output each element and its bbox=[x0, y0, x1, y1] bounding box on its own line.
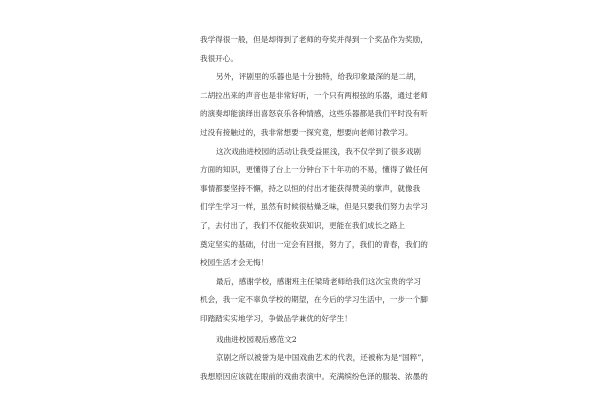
text-line: 机会，我一定不辜负学校的期望，在今后的学习生活中，一步一个脚 bbox=[200, 295, 428, 305]
paragraph-start: 这次戏曲进校园的活动让我受益匪浅，我不仅学到了很多戏剧 bbox=[216, 146, 422, 156]
text-line: 我想原因应该就在眼前的戏曲表演中。充满缤纷色泽的服装、浓墨的 bbox=[200, 371, 428, 381]
text-line: 过没有接触过的，我非常想要一探究竟，想要向老师讨教学习。 bbox=[200, 127, 413, 137]
text-line: 方面的知识，更懂得了台上一分钟台下十年功的不易，懂得了做任何 bbox=[200, 165, 428, 175]
text-line: 事情都要坚持不懈，持之以恒的付出才能获得赞美的掌声，就像我 bbox=[200, 183, 421, 193]
text-line: 奠定坚实的基础，付出一定会有回报，努力了，我们的青春，我们的 bbox=[200, 239, 428, 249]
text-line: 了，去付出了，我们不仅能收获知识，更能在我们成长之路上 bbox=[200, 220, 406, 230]
text-line: 二胡拉出来的声音也是非常好听，一个只有两根弦的乐器，通过老师 bbox=[200, 90, 428, 100]
text-line: 们学生学习一样，虽然有时候很枯燥乏味，但是只要我们努力去学习 bbox=[200, 202, 428, 212]
text-line: 校园生活才会无悔！ bbox=[200, 258, 269, 268]
section-title: 戏曲进校园观后感范文2 bbox=[216, 334, 297, 344]
document-body bbox=[200, 31, 429, 386]
text-line: 我学得很一般，但是却得到了老师的夸奖并得到一个奖品作为奖励， bbox=[200, 35, 428, 44]
paragraph-start: 京剧之所以被誉为是中国戏曲艺术的代表，还被称为是“国粹”， bbox=[216, 353, 429, 363]
text-line: 的演奏却能演绎出喜怒哀乐各种情感，这些乐器都是我们平时没有听 bbox=[200, 109, 428, 119]
text-line: 我很开心。 bbox=[200, 53, 238, 63]
paragraph-start: 最后，感谢学校，感谢班主任梁琦老师给我们这次宝贵的学习 bbox=[216, 276, 422, 286]
text-line: 印踏踏实实地学习，争做品学兼优的好学生！ bbox=[200, 313, 352, 323]
paragraph-start: 另外，评剧里的乐器也是十分独特，给我印象最深的是二胡， bbox=[216, 72, 422, 82]
